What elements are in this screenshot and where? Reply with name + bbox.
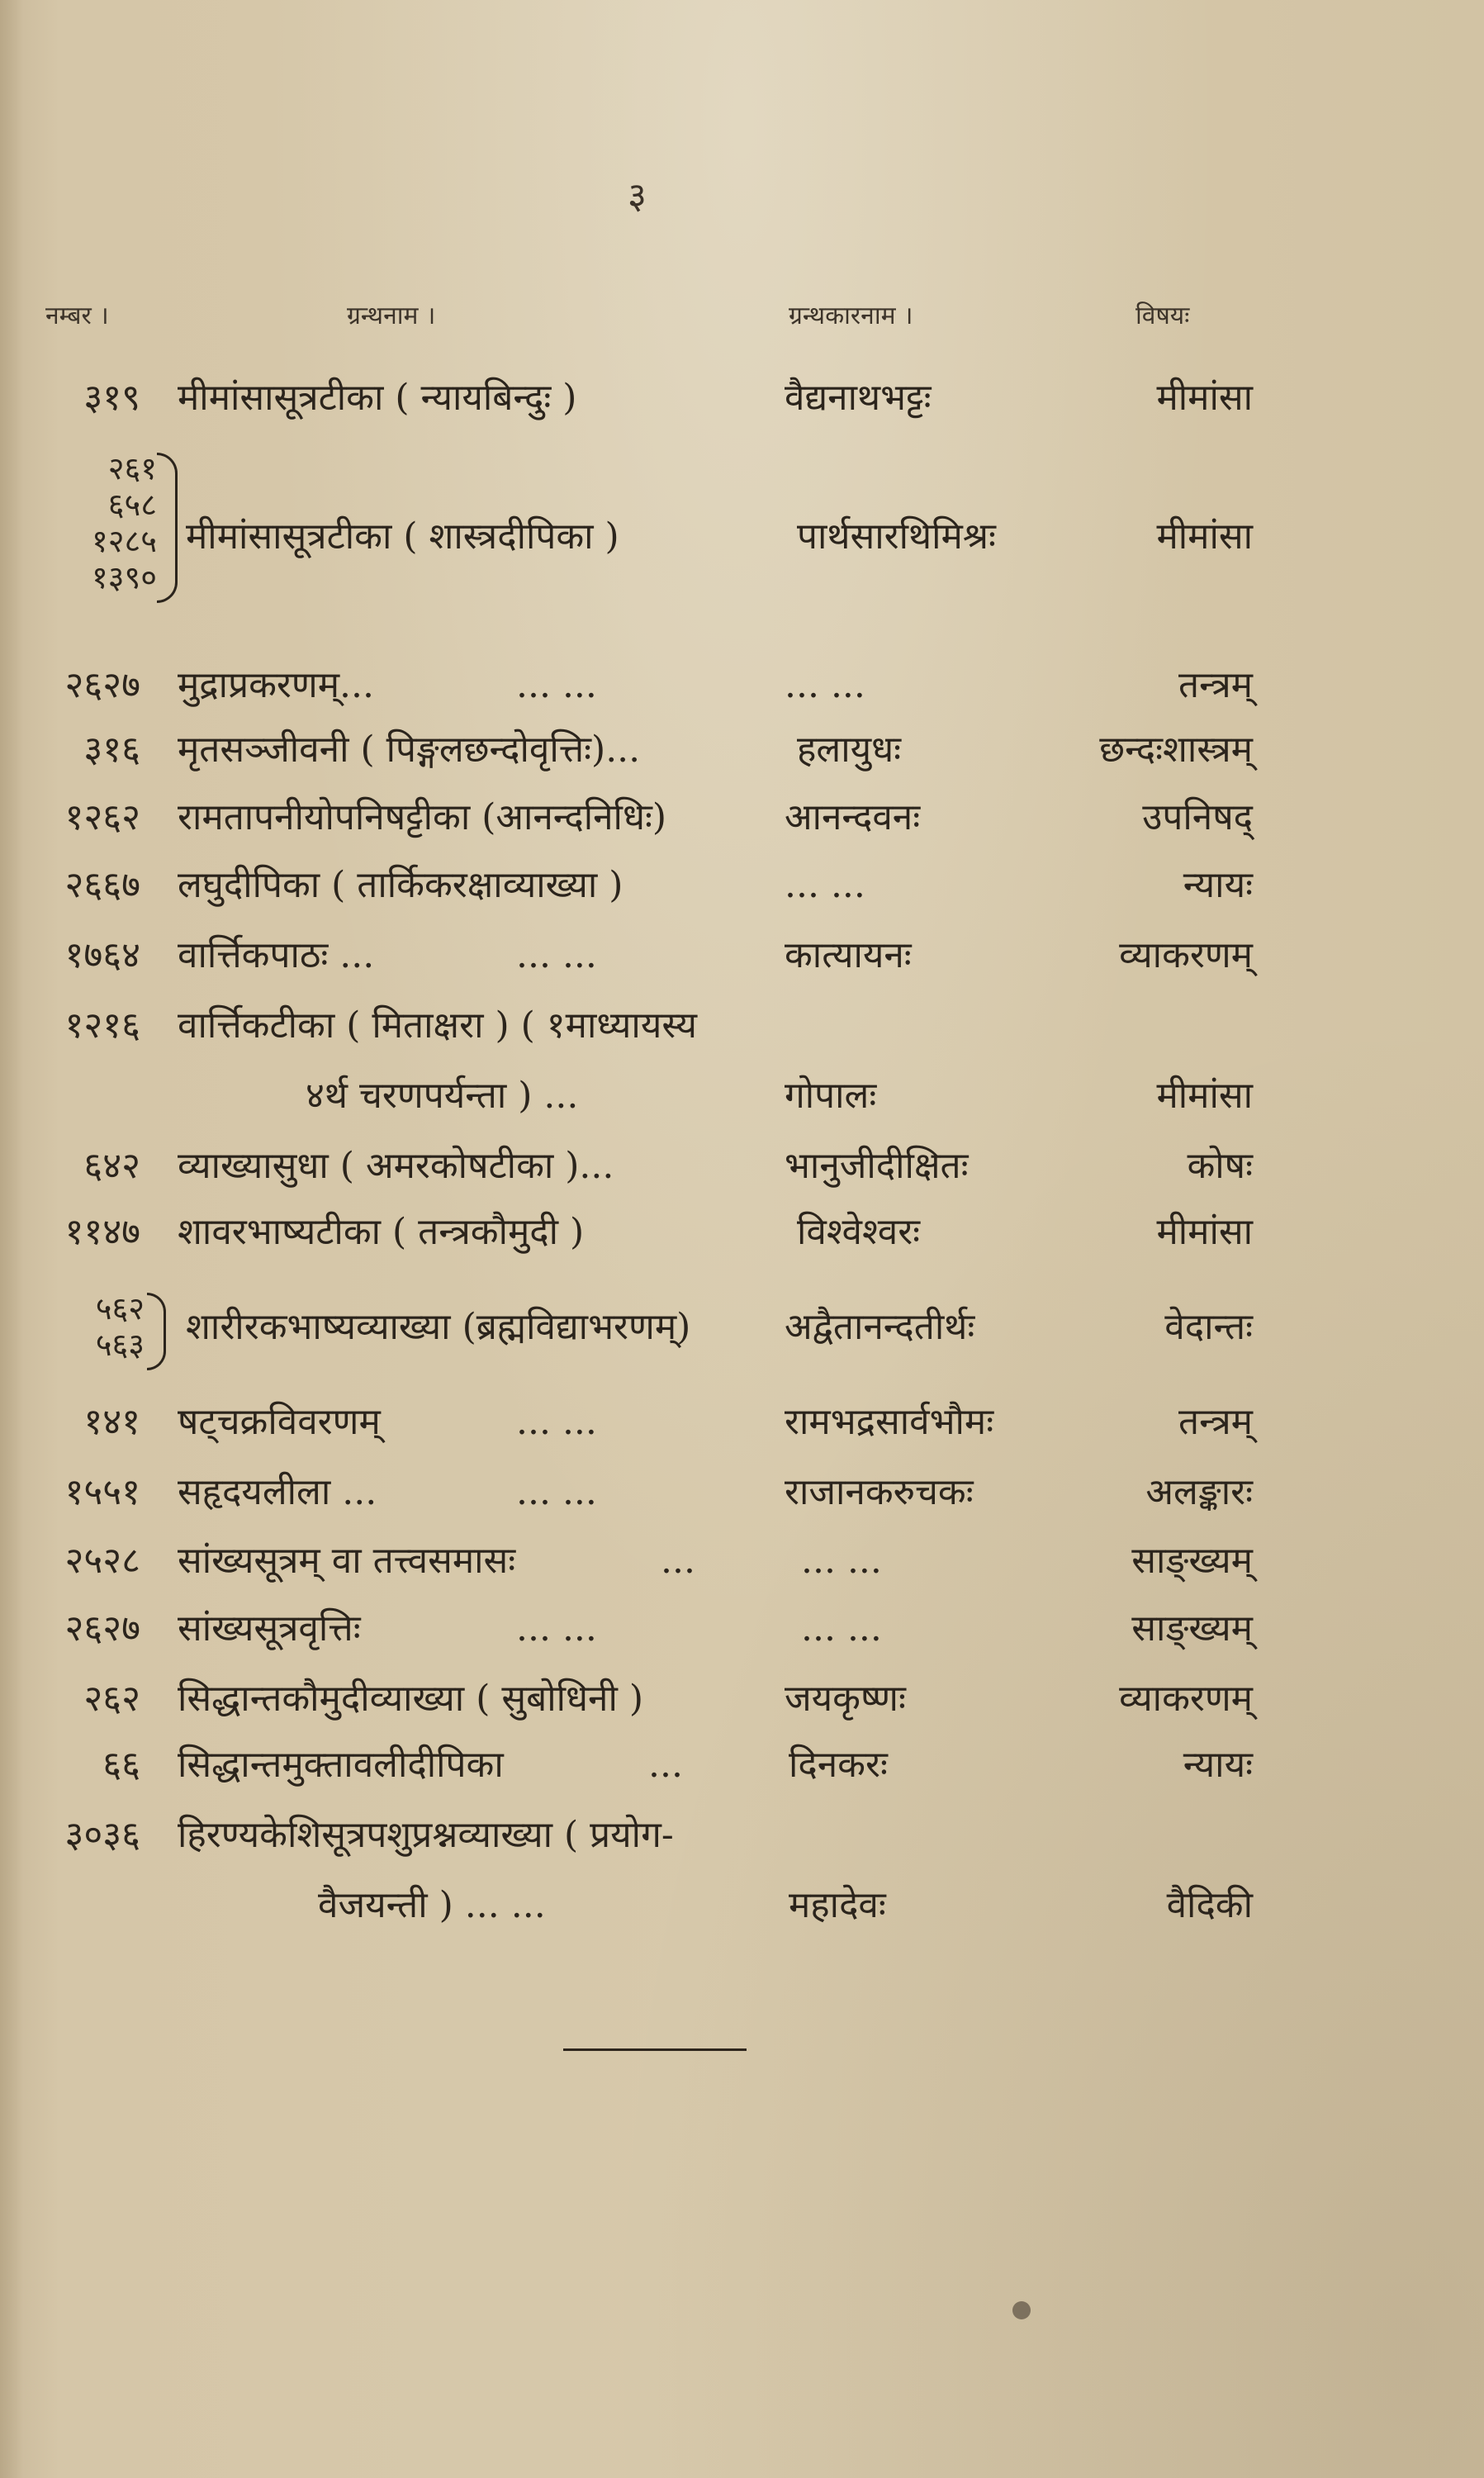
header-author: ग्रन्थकारनाम । (789, 301, 913, 330)
row-number: २६६७ (64, 864, 140, 906)
row-number-group (50, 1290, 145, 1363)
row-subject: वैदिकी (1166, 1884, 1253, 1926)
end-rule (563, 2048, 747, 2051)
row-author: रामभद्रसार्वभौमः (785, 1401, 994, 1443)
row-filler: ... ... (516, 934, 597, 976)
row-subject: न्यायः (1183, 864, 1253, 906)
row-subject: तन्त्रम् (1178, 664, 1253, 706)
row-title: व्याख्यासुधा ( अमरकोषटीका )... (178, 1145, 614, 1187)
row-subject: साङ्ख्यम् (1131, 1540, 1253, 1582)
row-title: वार्त्तिकपाठः ... (178, 934, 375, 976)
row-author: राजानकरुचकः (785, 1471, 974, 1513)
paper-stain (1012, 2301, 1031, 2319)
row-number: ११४७ (64, 1211, 140, 1253)
row-number: २५२८ (64, 1540, 140, 1582)
row-author: विश्वेश्वरः (797, 1211, 921, 1253)
row-title: मीमांसासूत्रटीका ( शास्त्रदीपिका ) (186, 515, 619, 558)
row-author: ... ... (785, 864, 865, 906)
row-author: गोपालः (785, 1075, 877, 1117)
row-title: सांख्यसूत्रम् वा तत्त्वसमासः (178, 1540, 516, 1582)
row-subject: मीमांसा (1156, 1075, 1253, 1117)
header-title: ग्रन्थनाम । (347, 301, 436, 330)
row-subject: छन्दःशास्त्रम् (1099, 729, 1253, 771)
row-subject: तन्त्रम् (1178, 1401, 1253, 1443)
row-title: वार्त्तिकटीका ( मिताक्षरा ) ( १माध्यायस्य (178, 1004, 697, 1047)
row-subject: मीमांसा (1156, 515, 1253, 558)
row-author: वैद्यनाथभट्टः (785, 377, 932, 419)
row-subject: साङ्ख्यम् (1131, 1607, 1253, 1650)
row-subject: मीमांसा (1156, 377, 1253, 419)
page-number: ३ (628, 175, 647, 217)
row-title: सांख्यसूत्रवृत्तिः (178, 1607, 361, 1650)
row-title: लघुदीपिका ( तार्किकरक्षाव्याख्या ) (178, 864, 623, 906)
row-number: ३१९ (83, 377, 140, 419)
row-subject: वेदान्तः (1164, 1306, 1253, 1348)
row-author: ... ... (801, 1607, 882, 1650)
row-number: १४१ (83, 1401, 140, 1443)
row-title: मृतसञ्जीवनी ( पिङ्गलछन्दोवृत्तिः)... (178, 729, 641, 771)
row-filler: ... ... (516, 664, 597, 706)
row-number: २६२७ (64, 1607, 140, 1650)
row-filler: ... ... (516, 1401, 597, 1443)
row-filler: ... ... (516, 1607, 597, 1650)
row-number: २६२७ (64, 664, 140, 706)
row-filler: ... ... (516, 1471, 597, 1513)
row-number: ३०३६ (64, 1814, 140, 1856)
row-number: २६१ (107, 450, 157, 487)
row-author: हलायुधः (797, 729, 902, 771)
row-number: २६२ (83, 1678, 140, 1720)
row-author: कात्यायनः (785, 934, 912, 976)
row-number-group (33, 450, 157, 596)
row-subject: न्यायः (1183, 1744, 1253, 1786)
row-title: रामतापनीयोपनिषट्टीका (आनन्दनिधिः) (178, 796, 667, 838)
row-title: मुद्राप्रकरणम्... (178, 664, 374, 706)
row-number: १३९० (91, 559, 157, 596)
row-author: आनन्दवनः (785, 796, 921, 838)
row-title: षट्चक्रविवरणम् (178, 1401, 381, 1443)
row-author: अद्वैतानन्दतीर्थः (785, 1306, 975, 1348)
row-author: ... ... (785, 664, 865, 706)
row-number: ५६३ (95, 1327, 145, 1363)
row-title: शारीरकभाष्यव्याख्या (ब्रह्मविद्याभरणम्) (186, 1306, 691, 1348)
row-number: ६६ (102, 1744, 140, 1786)
row-title: सहृदयलीला ... (178, 1471, 377, 1513)
row-subject: कोषः (1187, 1145, 1253, 1187)
row-author: पार्थसारथिमिश्रः (797, 515, 996, 558)
row-filler: ... (648, 1744, 683, 1786)
row-number: ५६२ (95, 1290, 145, 1327)
grouping-brace (157, 453, 178, 603)
row-author: जयकृष्णः (785, 1678, 906, 1720)
row-title-continued: ४र्थ चरणपर्यन्ता ) ... (306, 1075, 579, 1117)
row-number: १५५१ (64, 1471, 140, 1513)
row-subject: अलङ्कारः (1145, 1471, 1253, 1513)
row-author: महादेवः (789, 1884, 886, 1926)
row-subject: व्याकरणम् (1119, 934, 1253, 976)
header-number: नम्बर । (45, 301, 109, 330)
row-number: १२१६ (64, 1004, 140, 1047)
row-author: भानुजीदीक्षितः (785, 1145, 969, 1187)
row-title: सिद्धान्तकौमुदीव्याख्या ( सुबोधिनी ) (178, 1678, 644, 1720)
row-subject: उपनिषद् (1142, 796, 1253, 838)
row-title-continued: वैजयन्ती ) ... ... (318, 1884, 546, 1926)
row-subject: मीमांसा (1156, 1211, 1253, 1253)
row-number: ६४२ (83, 1145, 140, 1187)
row-title: सिद्धान्तमुक्तावलीदीपिका (178, 1744, 504, 1786)
row-title: हिरण्यकेशिसूत्रपशुप्रश्नव्याख्या ( प्रयोग- (178, 1814, 674, 1856)
row-number: ६५८ (107, 487, 157, 523)
header-subject: विषयः (1136, 301, 1190, 330)
row-author: दिनकरः (789, 1744, 888, 1786)
row-number: १२८५ (91, 523, 157, 559)
row-number: १२६२ (64, 796, 140, 838)
row-title: मीमांसासूत्रटीका ( न्यायबिन्दुः ) (178, 377, 577, 419)
row-filler: ... (661, 1540, 695, 1582)
grouping-brace (147, 1293, 166, 1370)
row-author: ... ... (801, 1540, 882, 1582)
row-title: शावरभाष्यटीका ( तन्त्रकौमुदी ) (178, 1211, 585, 1253)
row-number: ३१६ (83, 729, 140, 771)
row-subject: व्याकरणम् (1119, 1678, 1253, 1720)
row-number: १७६४ (64, 934, 140, 976)
